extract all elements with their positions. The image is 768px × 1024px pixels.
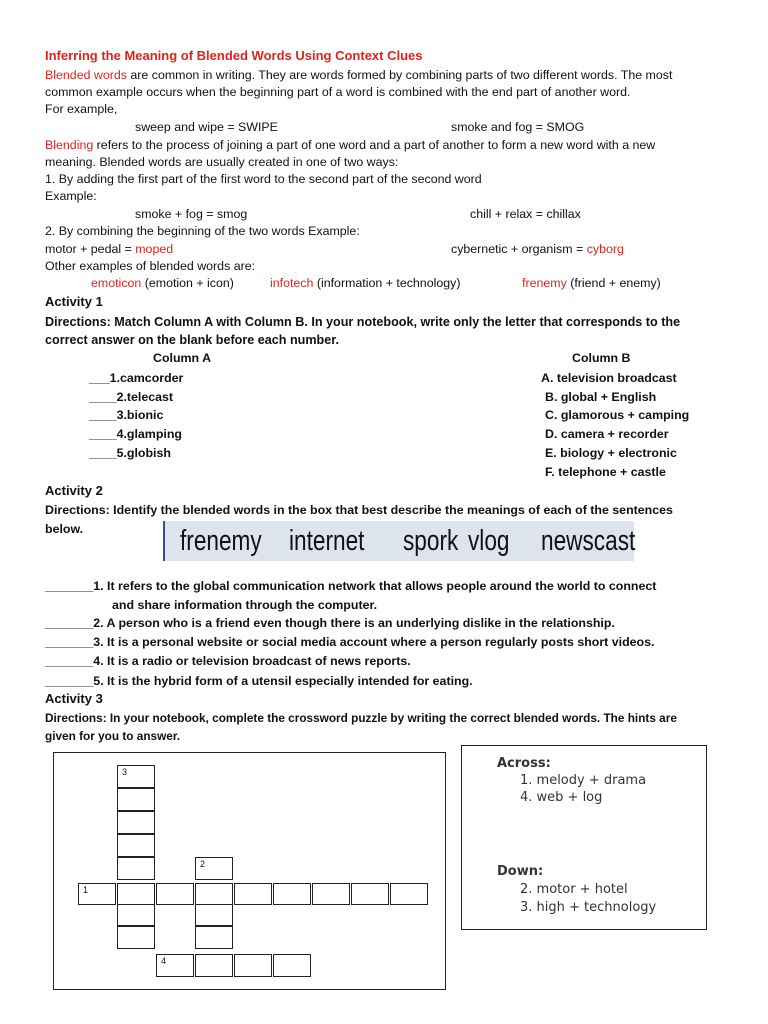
way1-example-smog: smoke + fog = smog — [135, 207, 248, 221]
crossword-cell[interactable] — [234, 954, 272, 977]
page-title: Inferring the Meaning of Blended Words Using Context Clues — [45, 48, 423, 63]
activity1-heading: Activity 1 — [45, 294, 103, 309]
column-b-item: C. glamorous + camping — [545, 408, 690, 422]
crossword-cell[interactable] — [117, 883, 155, 905]
crossword-cell[interactable] — [195, 857, 233, 880]
hints-box — [461, 745, 707, 930]
down-label: Down: — [497, 864, 544, 879]
crossword-cell[interactable] — [117, 857, 155, 880]
clue-number: 3 — [122, 767, 128, 777]
crossword-cell[interactable] — [117, 788, 155, 811]
term-blending: Blending — [45, 138, 94, 152]
column-a-item: ____3.bionic — [89, 408, 164, 422]
activity2-item-5: _______5. It is the hybrid form of a utensil especially intended for eating. — [45, 674, 473, 688]
crossword-cell[interactable] — [117, 834, 155, 857]
column-b-item: D. camera + recorder — [545, 427, 669, 441]
way2-example-moped: motor + pedal = moped — [45, 242, 174, 256]
term-blended-words: Blended words — [45, 68, 127, 82]
crossword-cell[interactable] — [390, 883, 428, 905]
intro-line-3: Blending refers to the process of joining a part of one word and a part of another to form a new word with a new — [45, 138, 656, 152]
crossword-cell[interactable] — [195, 903, 233, 926]
crossword-cell[interactable] — [195, 954, 233, 977]
activity2-directions-2: below. — [45, 522, 84, 536]
activity3-heading: Activity 3 — [45, 691, 103, 706]
word-box-word: vlog — [468, 525, 510, 557]
word-box-word: internet — [289, 525, 365, 557]
for-example-label: For example, — [45, 102, 118, 116]
across-hint: 4. web + log — [520, 790, 603, 805]
other-example-infotech: infotech (information + technology) — [270, 276, 461, 290]
clue-number: 2 — [200, 859, 206, 869]
crossword-cell[interactable] — [78, 883, 116, 905]
down-hint: 2. motor + hotel — [520, 882, 628, 897]
crossword-cell[interactable] — [273, 883, 311, 905]
word-box-word: frenemy — [180, 525, 262, 557]
intro-line-1: Blended words are common in writing. They are words formed by combining parts of two different words. The most — [45, 68, 673, 82]
way2-example-cyborg: cybernetic + organism = cyborg — [451, 242, 624, 256]
activity2-item-4: _______4. It is a radio or television broadcast of news reports. — [45, 654, 411, 668]
column-a-item: ____2.telecast — [89, 390, 174, 404]
example-smog: smoke and fog = SMOG — [451, 120, 585, 134]
way-1: 1. By adding the first part of the first word to the second part of the second word — [45, 172, 482, 186]
other-examples-label: Other examples of blended words are: — [45, 259, 256, 273]
clue-number: 1 — [83, 885, 89, 895]
crossword-cell[interactable] — [117, 903, 155, 926]
crossword-cell[interactable] — [195, 926, 233, 949]
word-box-word: newscast — [541, 525, 636, 557]
other-example-frenemy: frenemy (friend + enemy) — [522, 276, 661, 290]
across-hint: 1. melody + drama — [520, 773, 647, 788]
crossword-cell[interactable] — [117, 811, 155, 834]
column-b-item: A. television broadcast — [541, 371, 677, 385]
activity3-directions-1: Directions: In your notebook, complete the crossword puzzle by writing the correct blended words. The hints are — [45, 711, 677, 725]
activity2-directions-1: Directions: Identify the blended words in the box that best describe the meanings of each of the sentences — [45, 503, 673, 517]
column-b-item: F. telephone + castle — [545, 465, 666, 479]
crossword-cell[interactable] — [351, 883, 389, 905]
column-b-item: B. global + English — [545, 390, 657, 404]
other-example-emoticon: emoticon (emotion + icon) — [91, 276, 234, 290]
activity1-directions-1: Directions: Match Column A with Column B. In your notebook, write only the letter that corresponds to the — [45, 315, 681, 329]
example-swipe: sweep and wipe = SWIPE — [135, 120, 278, 134]
activity2-heading: Activity 2 — [45, 483, 103, 498]
activity2-item-3: _______3. It is a personal website or social media account where a person regularly posts short videos. — [45, 635, 655, 649]
crossword-cell[interactable] — [195, 883, 233, 905]
column-a-item: ___1.camcorder — [89, 371, 184, 385]
activity3-directions-2: given for you to answer. — [45, 729, 181, 743]
crossword-cell[interactable] — [117, 926, 155, 949]
across-label: Across: — [497, 756, 551, 771]
column-a-item: ____4.glamping — [89, 427, 182, 441]
example-label: Example: — [45, 189, 97, 203]
intro-line-2: common example occurs when the beginning part of a word is combined with the end part of another word. — [45, 85, 631, 99]
crossword-cell[interactable] — [312, 883, 350, 905]
activity2-item-1-cont: and share information through the computer. — [112, 598, 378, 612]
down-hint: 3. high + technology — [520, 900, 657, 915]
column-b-header: Column B — [572, 351, 631, 365]
crossword-cell[interactable] — [273, 954, 311, 977]
column-b-item: E. biology + electronic — [545, 446, 677, 460]
way1-example-chillax: chill + relax = chillax — [470, 207, 581, 221]
crossword-cell[interactable] — [234, 883, 272, 905]
crossword-cell[interactable] — [117, 765, 155, 788]
crossword-cell[interactable] — [156, 883, 194, 905]
clue-number: 4 — [161, 956, 167, 966]
way-2: 2. By combining the beginning of the two words Example: — [45, 224, 360, 238]
word-box — [163, 521, 634, 561]
activity2-item-1: _______1. It refers to the global communication network that allows people around the world to connect — [45, 579, 657, 593]
crossword-cell[interactable] — [156, 954, 194, 977]
intro-line-4: meaning. Blended words are usually created in one of two ways: — [45, 155, 399, 169]
column-a-header: Column A — [153, 351, 212, 365]
column-a-item: ____5.globish — [89, 446, 171, 460]
word-box-word: spork — [403, 525, 459, 557]
activity1-directions-2: correct answer on the blank before each number. — [45, 333, 339, 347]
activity2-item-2: _______2. A person who is a friend even though there is an underlying dislike in the relationship. — [45, 616, 615, 630]
